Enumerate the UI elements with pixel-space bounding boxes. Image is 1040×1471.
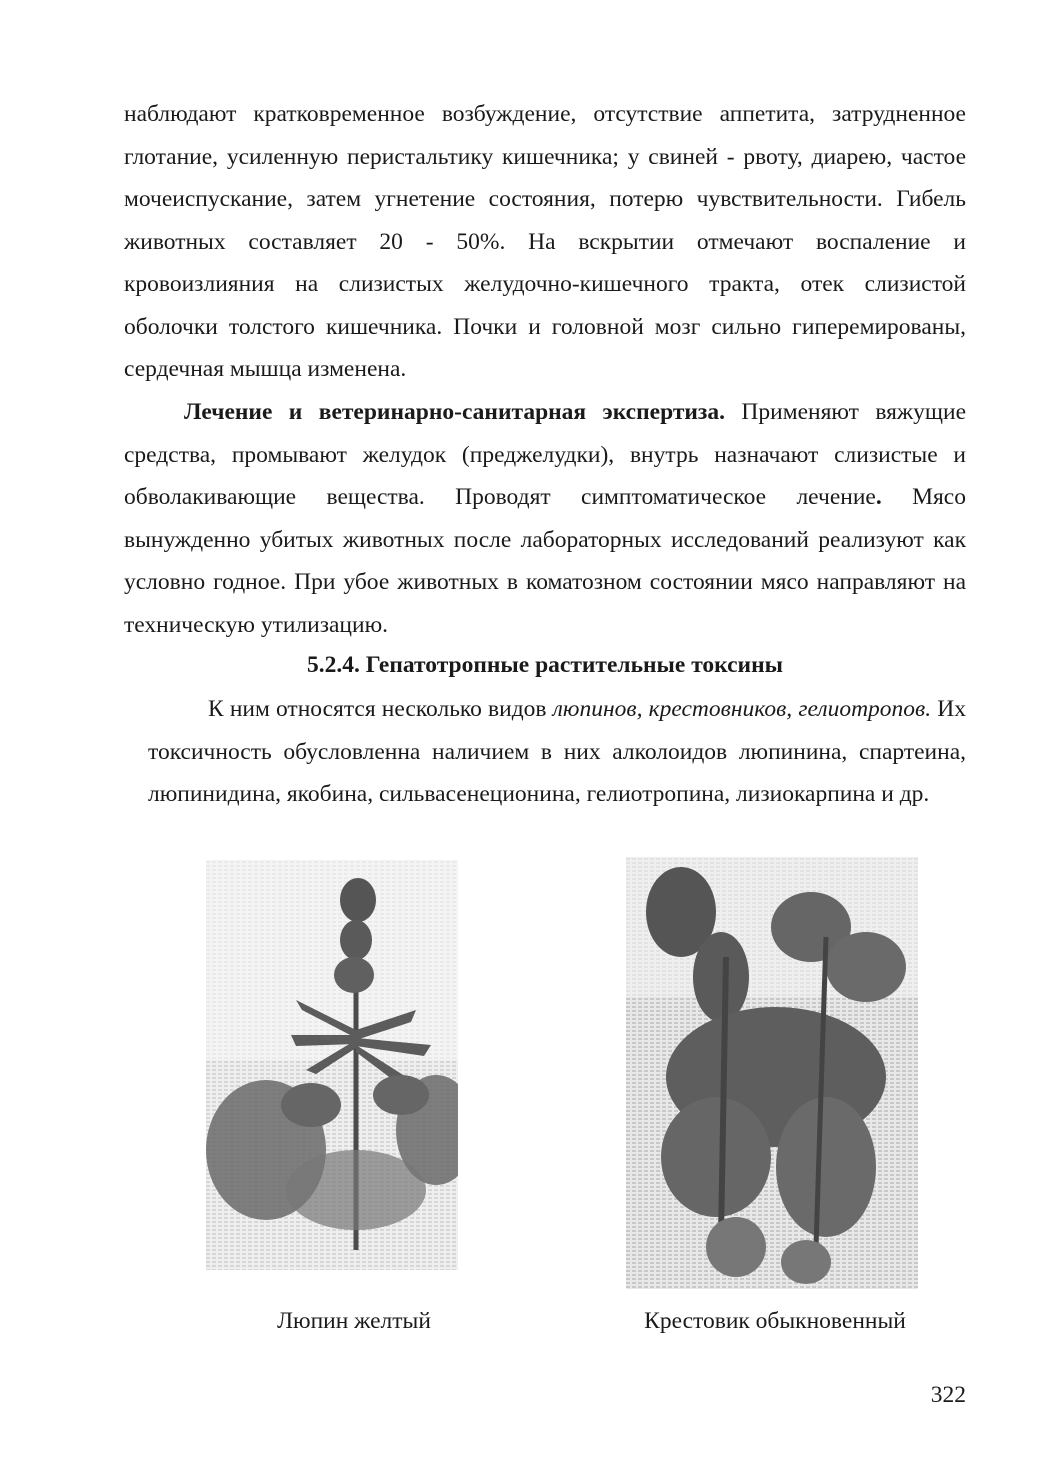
paragraph-toxins [148, 688, 966, 816]
page-number: 322 [930, 1382, 966, 1408]
lupin-illustration [206, 860, 458, 1270]
toxins-italic: люпинов, крестовников, гелиотропов. [552, 696, 932, 722]
treatment-text-b: Мясо вынужденно убитых животных после лабораторных исследований реализуют как условно годное. При убое животных в коматозном состоянии мясо направляют на техническую утилизацию. [124, 484, 966, 638]
toxins-text-b: Их токсичность обусловленна наличием в них алколоидов люпинина, спартеина, люпинидина, якобина, сильвасенеционина, гелиотропина, лизиокарпина и др. [148, 696, 966, 807]
section-heading: 5.2.4. Гепатотропные растительные токсины [307, 652, 783, 678]
treatment-lead: Лечение и ветеринарно-санитарная экспертиза. [184, 399, 725, 425]
treatment-dot: . [875, 484, 882, 510]
toxins-text-a: К ним относятся несколько видов [208, 696, 553, 722]
paragraph-symptoms: наблюдают кратковременное возбуждение, отсутствие аппетита, затрудненное глотание, усиленную перистальтику кишечника; у свиней - рвоту, диарею, частое мочеиспускание, затем угнетение состояния, потерю чувствительности. Гибель животных составляет 20 - 50%. На вскрытии отмечают воспаление и кровоизлияния на слизистых желудочно-кишечного тракта, отек слизистой оболочки толстого кишечника. Почки и головной мозг сильно гиперемированы, сердечная мышца изменена. [124, 101, 966, 382]
ragwort-illustration [626, 857, 918, 1289]
paragraph-treatment [124, 391, 966, 646]
figure-caption-ragwort: Крестовик обыкновенный [644, 1308, 906, 1334]
figure-caption-lupin: Люпин желтый [277, 1308, 431, 1334]
treatment-text-a: Применяют вяжущие средства, промывают желудок (преджелудки), внутрь назначают слизистые и обволакивающие вещества. Проводят симптоматическое лечение [124, 399, 966, 510]
